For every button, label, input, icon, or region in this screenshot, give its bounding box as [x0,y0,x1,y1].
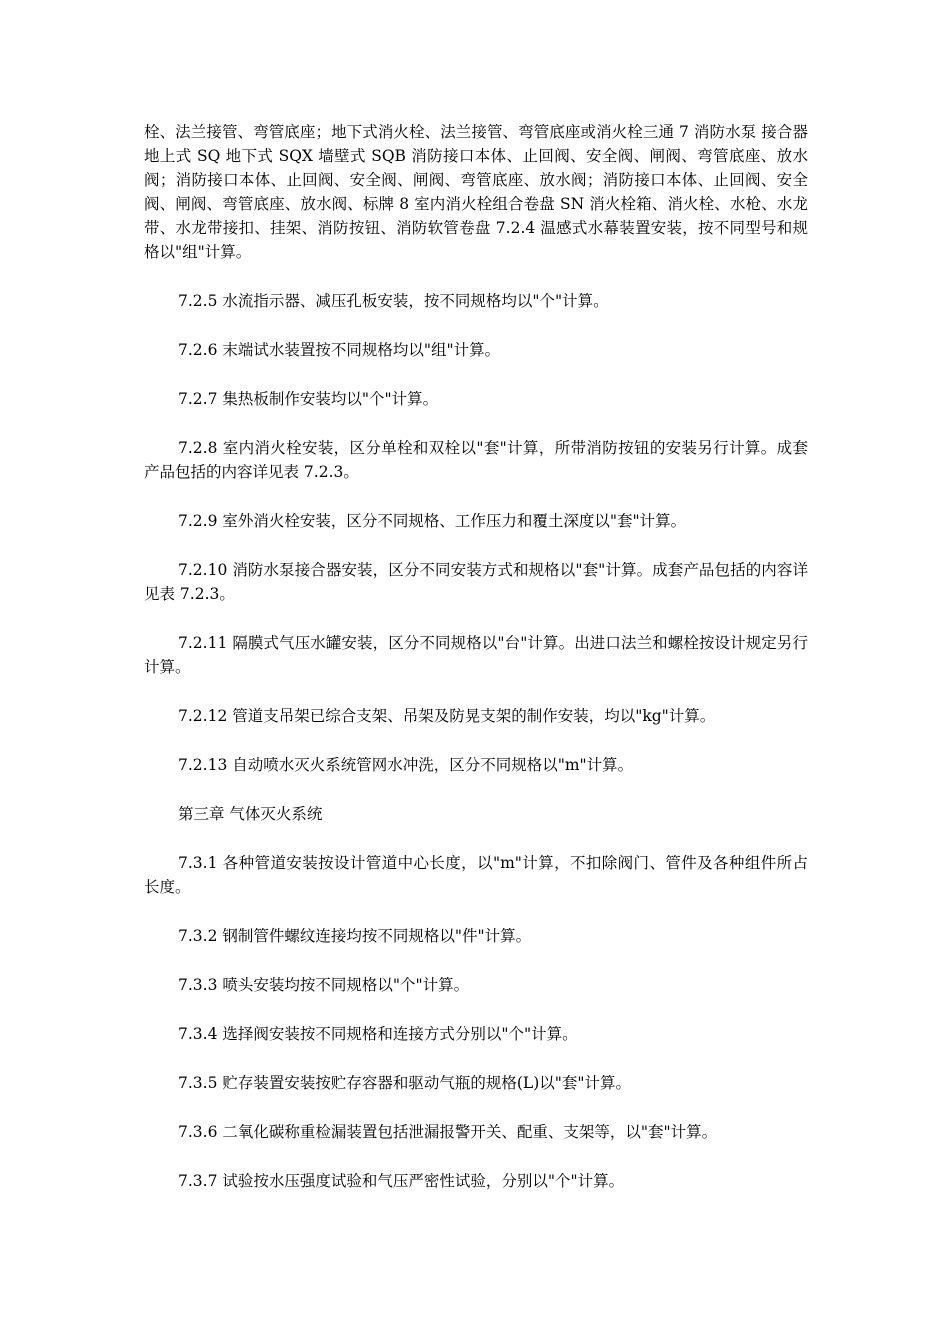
paragraph-7-3-6: 7.3.6 二氧化碳称重检漏装置包括泄漏报警开关、配重、支架等，以"套"计算。 [178,1123,718,1141]
paragraph-7-2-12: 7.2.12 管道支吊架已综合支架、吊架及防晃支架的制作安装，均以"kg"计算。 [178,707,716,725]
paragraph-7-3-7: 7.3.7 试验按水压强度试验和气压严密性试验，分别以"个"计算。 [178,1172,625,1190]
paragraph-7-2-6: 7.2.6 末端试水装置按不同规格均以"组"计算。 [178,341,501,359]
paragraph-7-3-3: 7.3.3 喷头安装均按不同规格以"个"计算。 [178,976,470,994]
paragraph-intro: 栓、法兰接管、弯管底座；地下式消火栓、法兰接管、弯管底座或消火栓三通 7 消防水泵 接合器 地上式 SQ 地下式 SQX 墙壁式 SQB 消防接口本体、止回阀、安全阀、闸阀、弯管底座、放水阀；消防接口本体、止回阀、安全阀、闸阀、弯管底座、放水阀；消防接口本体、止回阀、安全阀、闸阀、弯管底座、放水阀、标牌 8 室内消火栓组合卷盘 SN 消火栓箱、消火栓、水枪、水龙带、水龙带接扣、挂架、消防按钮、消防软管卷盘 7.2.4 温感式水幕装置安装，按不同型号和规格以"组"计算。 [144,123,808,261]
paragraph-7-3-5: 7.3.5 贮存装置安装按贮存容器和驱动气瓶的规格(L)以"套"计算。 [178,1074,632,1092]
paragraph-7-2-7: 7.2.7 集热板制作安装均以"个"计算。 [178,390,439,408]
paragraph-7-2-9: 7.2.9 室外消火栓安装，区分不同规格、工作压力和覆土深度以"套"计算。 [178,512,687,530]
document-page [144,120,808,1218]
paragraph-7-2-10: 7.2.10 消防水泵接合器安装，区分不同安装方式和规格以"套"计算。成套产品包括的内容详见表 7.2.3。 [144,561,808,603]
paragraph-7-3-4: 7.3.4 选择阀安装按不同规格和连接方式分别以"个"计算。 [178,1025,578,1043]
paragraph-7-2-13: 7.2.13 自动喷水灭火系统管网水冲洗，区分不同规格以"m"计算。 [178,756,634,774]
paragraph-7-2-11: 7.2.11 隔膜式气压水罐安装，区分不同规格以"台"计算。出进口法兰和螺栓按设计规定另行计算。 [144,634,808,676]
paragraph-7-3-2: 7.3.2 钢制管件螺纹连接均按不同规格以"件"计算。 [178,927,532,945]
paragraph-7-2-8: 7.2.8 室内消火栓安装，区分单栓和双栓以"套"计算，所带消防按钮的安装另行计算。成套产品包括的内容详见表 7.2.3。 [144,439,808,481]
paragraph-7-2-5: 7.2.5 水流指示器、减压孔板安装，按不同规格均以"个"计算。 [178,292,609,310]
chapter-heading: 第三章 气体灭火系统 [178,805,323,823]
paragraph-7-3-1: 7.3.1 各种管道安装按设计管道中心长度，以"m"计算，不扣除阀门、管件及各种组件所占长度。 [144,854,808,896]
